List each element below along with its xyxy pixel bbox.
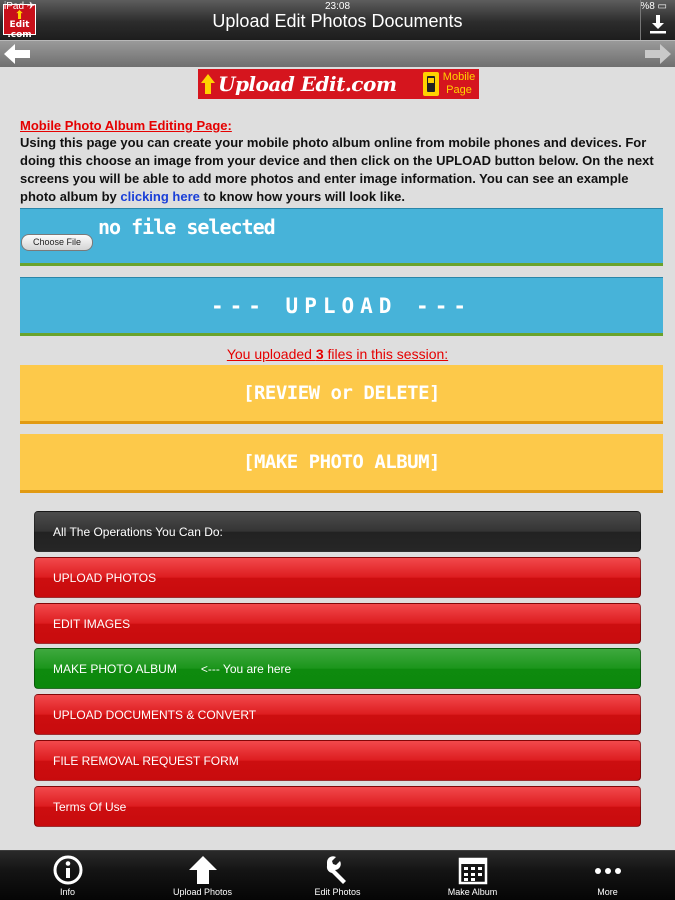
intro-heading: Mobile Photo Album Editing Page: <box>20 118 232 133</box>
status-time: 23:08 <box>324 1 351 12</box>
status-carrier: iPad ✈ <box>4 1 36 12</box>
review-delete-button[interactable]: [REVIEW or DELETE] <box>20 365 663 424</box>
upload-count: 3 <box>315 346 324 362</box>
intro-text: Using this page you can create your mobile photo album online from mobile phones and devices. For doing this choose an image from your device and then click on the UPLOAD button below. On the next screens you will be able to add more photos and enter image information. You can see an example photo album by clicking here to know how yours will look like. <box>20 135 654 204</box>
page-title: Upload Edit Photos Documents <box>212 11 463 31</box>
status-battery: %8 ▭ <box>640 1 667 12</box>
op-upload-photos[interactable]: UPLOAD PHOTOS <box>34 557 641 598</box>
download-button[interactable] <box>640 0 675 40</box>
upload-label: --- UPLOAD --- <box>210 293 472 318</box>
site-banner[interactable] <box>198 69 479 99</box>
phone-icon <box>423 72 439 96</box>
nav-bar <box>0 40 675 67</box>
make-photo-album-button[interactable]: [MAKE PHOTO ALBUM] <box>20 434 663 493</box>
forward-button[interactable] <box>643 43 673 65</box>
tab-make-album[interactable]: Make Album <box>405 851 540 900</box>
logo-arrow-icon: ⬆ <box>14 8 25 22</box>
back-button[interactable] <box>2 43 32 65</box>
tab-upload-photos[interactable]: Upload Photos <box>135 851 270 900</box>
upload-arrow-icon <box>188 855 218 885</box>
upload-button[interactable] <box>20 277 663 336</box>
example-album-link[interactable]: clicking here <box>120 189 200 204</box>
file-picker-box <box>20 208 663 266</box>
download-icon <box>649 14 667 34</box>
info-icon <box>53 855 83 885</box>
forward-arrow-icon <box>643 43 673 65</box>
choose-file-button[interactable]: Choose File <box>21 234 93 251</box>
tab-more[interactable]: More <box>540 851 675 900</box>
more-dots-icon <box>593 855 623 885</box>
calendar-icon <box>458 855 488 885</box>
back-arrow-icon <box>2 43 32 65</box>
banner-title: Upload Edit.com <box>218 72 397 96</box>
session-upload-count: You uploaded 3 files in this session: <box>226 346 449 362</box>
current-page-note: <--- You are here <box>200 661 292 676</box>
logo-domain: .com <box>7 30 32 40</box>
tab-bar <box>0 850 675 900</box>
tab-info[interactable]: Info <box>0 851 135 900</box>
wrench-icon <box>323 855 353 885</box>
banner-arrow-icon <box>198 69 218 99</box>
operations-header: All The Operations You Can Do: <box>34 511 641 552</box>
logo-text: Edit <box>9 20 30 30</box>
op-terms-of-use[interactable]: Terms Of Use <box>34 786 641 827</box>
top-bar <box>0 0 675 40</box>
op-edit-images[interactable]: EDIT IMAGES <box>34 603 641 644</box>
tab-edit-photos[interactable]: Edit Photos <box>270 851 405 900</box>
op-file-removal-request[interactable]: FILE REMOVAL REQUEST FORM <box>34 740 641 781</box>
op-upload-documents[interactable]: UPLOAD DOCUMENTS & CONVERT <box>34 694 641 735</box>
op-make-photo-album[interactable]: MAKE PHOTO ALBUM <--- You are here <box>34 648 641 689</box>
file-status: no file selected <box>98 215 275 239</box>
banner-subtitle: Mobile Page <box>442 71 476 96</box>
